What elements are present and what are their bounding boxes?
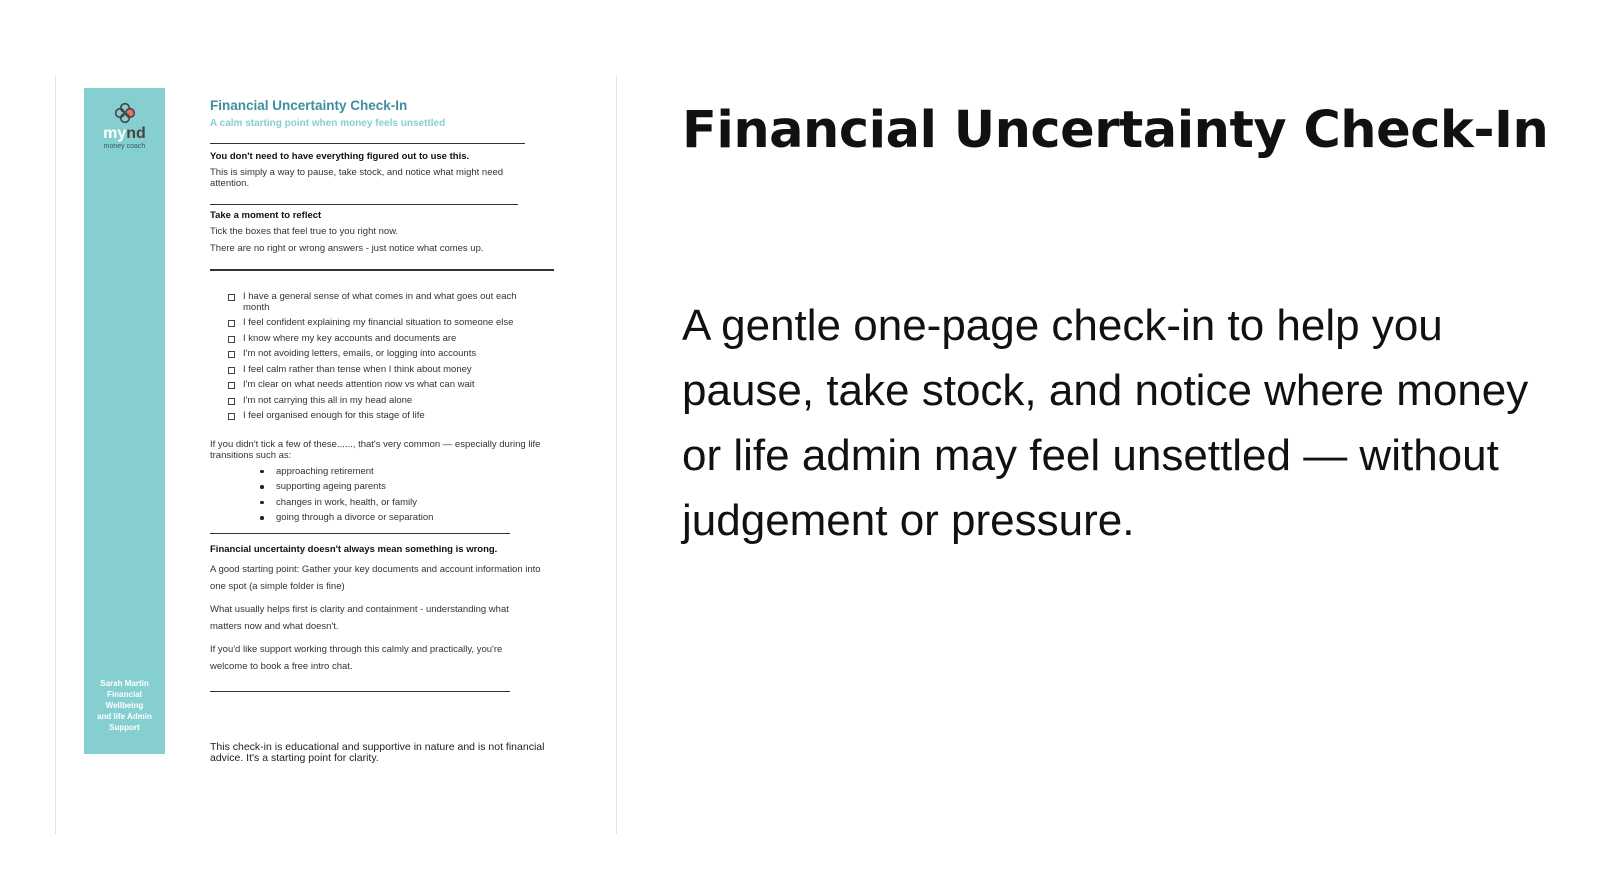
divider [210,204,518,205]
document-subtitle: A calm starting point when money feels unsettled [210,118,446,129]
brand-logo [84,102,165,150]
checklist-label: I feel calm rather than tense when I think about money [243,363,472,375]
author-credit [84,678,165,733]
checklist-item[interactable] [228,292,528,313]
divider [210,143,525,144]
checklist-label: I know where my key accounts and documents are [243,332,457,344]
slide-description: A gentle one-page check-in to help you pause, take stock, and notice where money or life admin may feel unsettled — without judgement or pressure. [682,301,1529,545]
checklist-item[interactable] [228,380,528,391]
checklist-label: I feel organised enough for this stage of life [243,410,425,421]
reflect-instruction: Tick the boxes that feel true to you right now. [210,226,399,237]
author-line: Sarah Martin [100,679,149,688]
slide-title: Financial Uncertainty Check-In [682,101,1549,160]
reflect-note: There are no right or wrong answers - just notice what comes up. [210,243,484,254]
disclaimer: This check-in is educational and supportive in nature and is not financial advice. It's a starting point for clarity. [210,741,545,765]
checkbox[interactable] [228,382,235,389]
checkbox[interactable] [228,413,235,420]
checklist-label: I'm not carrying this all in my head alone [243,394,413,406]
transitions-list [210,466,570,524]
document-sidebar [84,88,165,754]
clarity-text: What usually helps first is clarity and containment - understanding what matters now and what doesn't. [210,604,509,633]
document-preview [55,76,617,834]
clover-icon [114,102,136,124]
logo-nd: nd [126,125,146,142]
transitions-intro: If you didn't tick a few of these......, that's very common — especially during life transitions such as: [210,438,541,461]
uncertainty-heading: Financial uncertainty doesn't always mean something is wrong. [210,544,498,556]
logo-my: my [103,125,127,142]
checklist [210,292,528,422]
checklist-item[interactable] [228,318,528,329]
checklist-label: I'm clear on what needs attention now vs what can wait [243,379,475,390]
reflect-heading: Take a moment to reflect [210,210,322,221]
checklist-label: I have a general sense of what comes in and what goes out each month [243,291,517,313]
checkbox[interactable] [228,336,235,343]
transition-item: supporting ageing parents [260,481,570,492]
checklist-item[interactable] [228,334,528,345]
support-text: If you'd like support working through this calmly and practically, you're welcome to book a free intro chat. [210,644,503,673]
intro-heading: You don't need to have everything figured out to use this. [210,151,470,162]
logo-wordmark [84,126,165,142]
starting-point-text: A good starting point: Gather your key documents and account information into one spot (a simple folder is fine) [210,564,541,593]
checkbox[interactable] [228,294,235,301]
logo-tagline: money coach [103,143,146,150]
author-line: and life Admin [97,712,152,721]
document-title: Financial Uncertainty Check-In [210,98,408,113]
checklist-label: I'm not avoiding letters, emails, or logging into accounts [243,348,477,359]
transition-item: approaching retirement [260,466,570,477]
checklist-label: I feel confident explaining my financial situation to someone else [243,317,514,328]
author-line: Wellbeing [105,701,144,710]
document-content [210,98,570,764]
divider [210,533,510,534]
checkbox[interactable] [228,367,235,374]
checklist-item[interactable] [228,411,528,422]
author-line: Support [109,723,140,732]
author-line: Financial [107,690,142,699]
divider [210,691,510,692]
checklist-item[interactable] [228,365,528,376]
transition-item: changes in work, health, or family [260,497,570,508]
transition-item: going through a divorce or separation [260,512,570,523]
checkbox[interactable] [228,351,235,358]
section-divider [210,269,554,271]
checkbox[interactable] [228,320,235,327]
checklist-item[interactable] [228,396,528,407]
intro-text: This is simply a way to pause, take stock, and notice what might need attention. [210,167,504,189]
checklist-item[interactable] [228,349,528,360]
checkbox[interactable] [228,398,235,405]
